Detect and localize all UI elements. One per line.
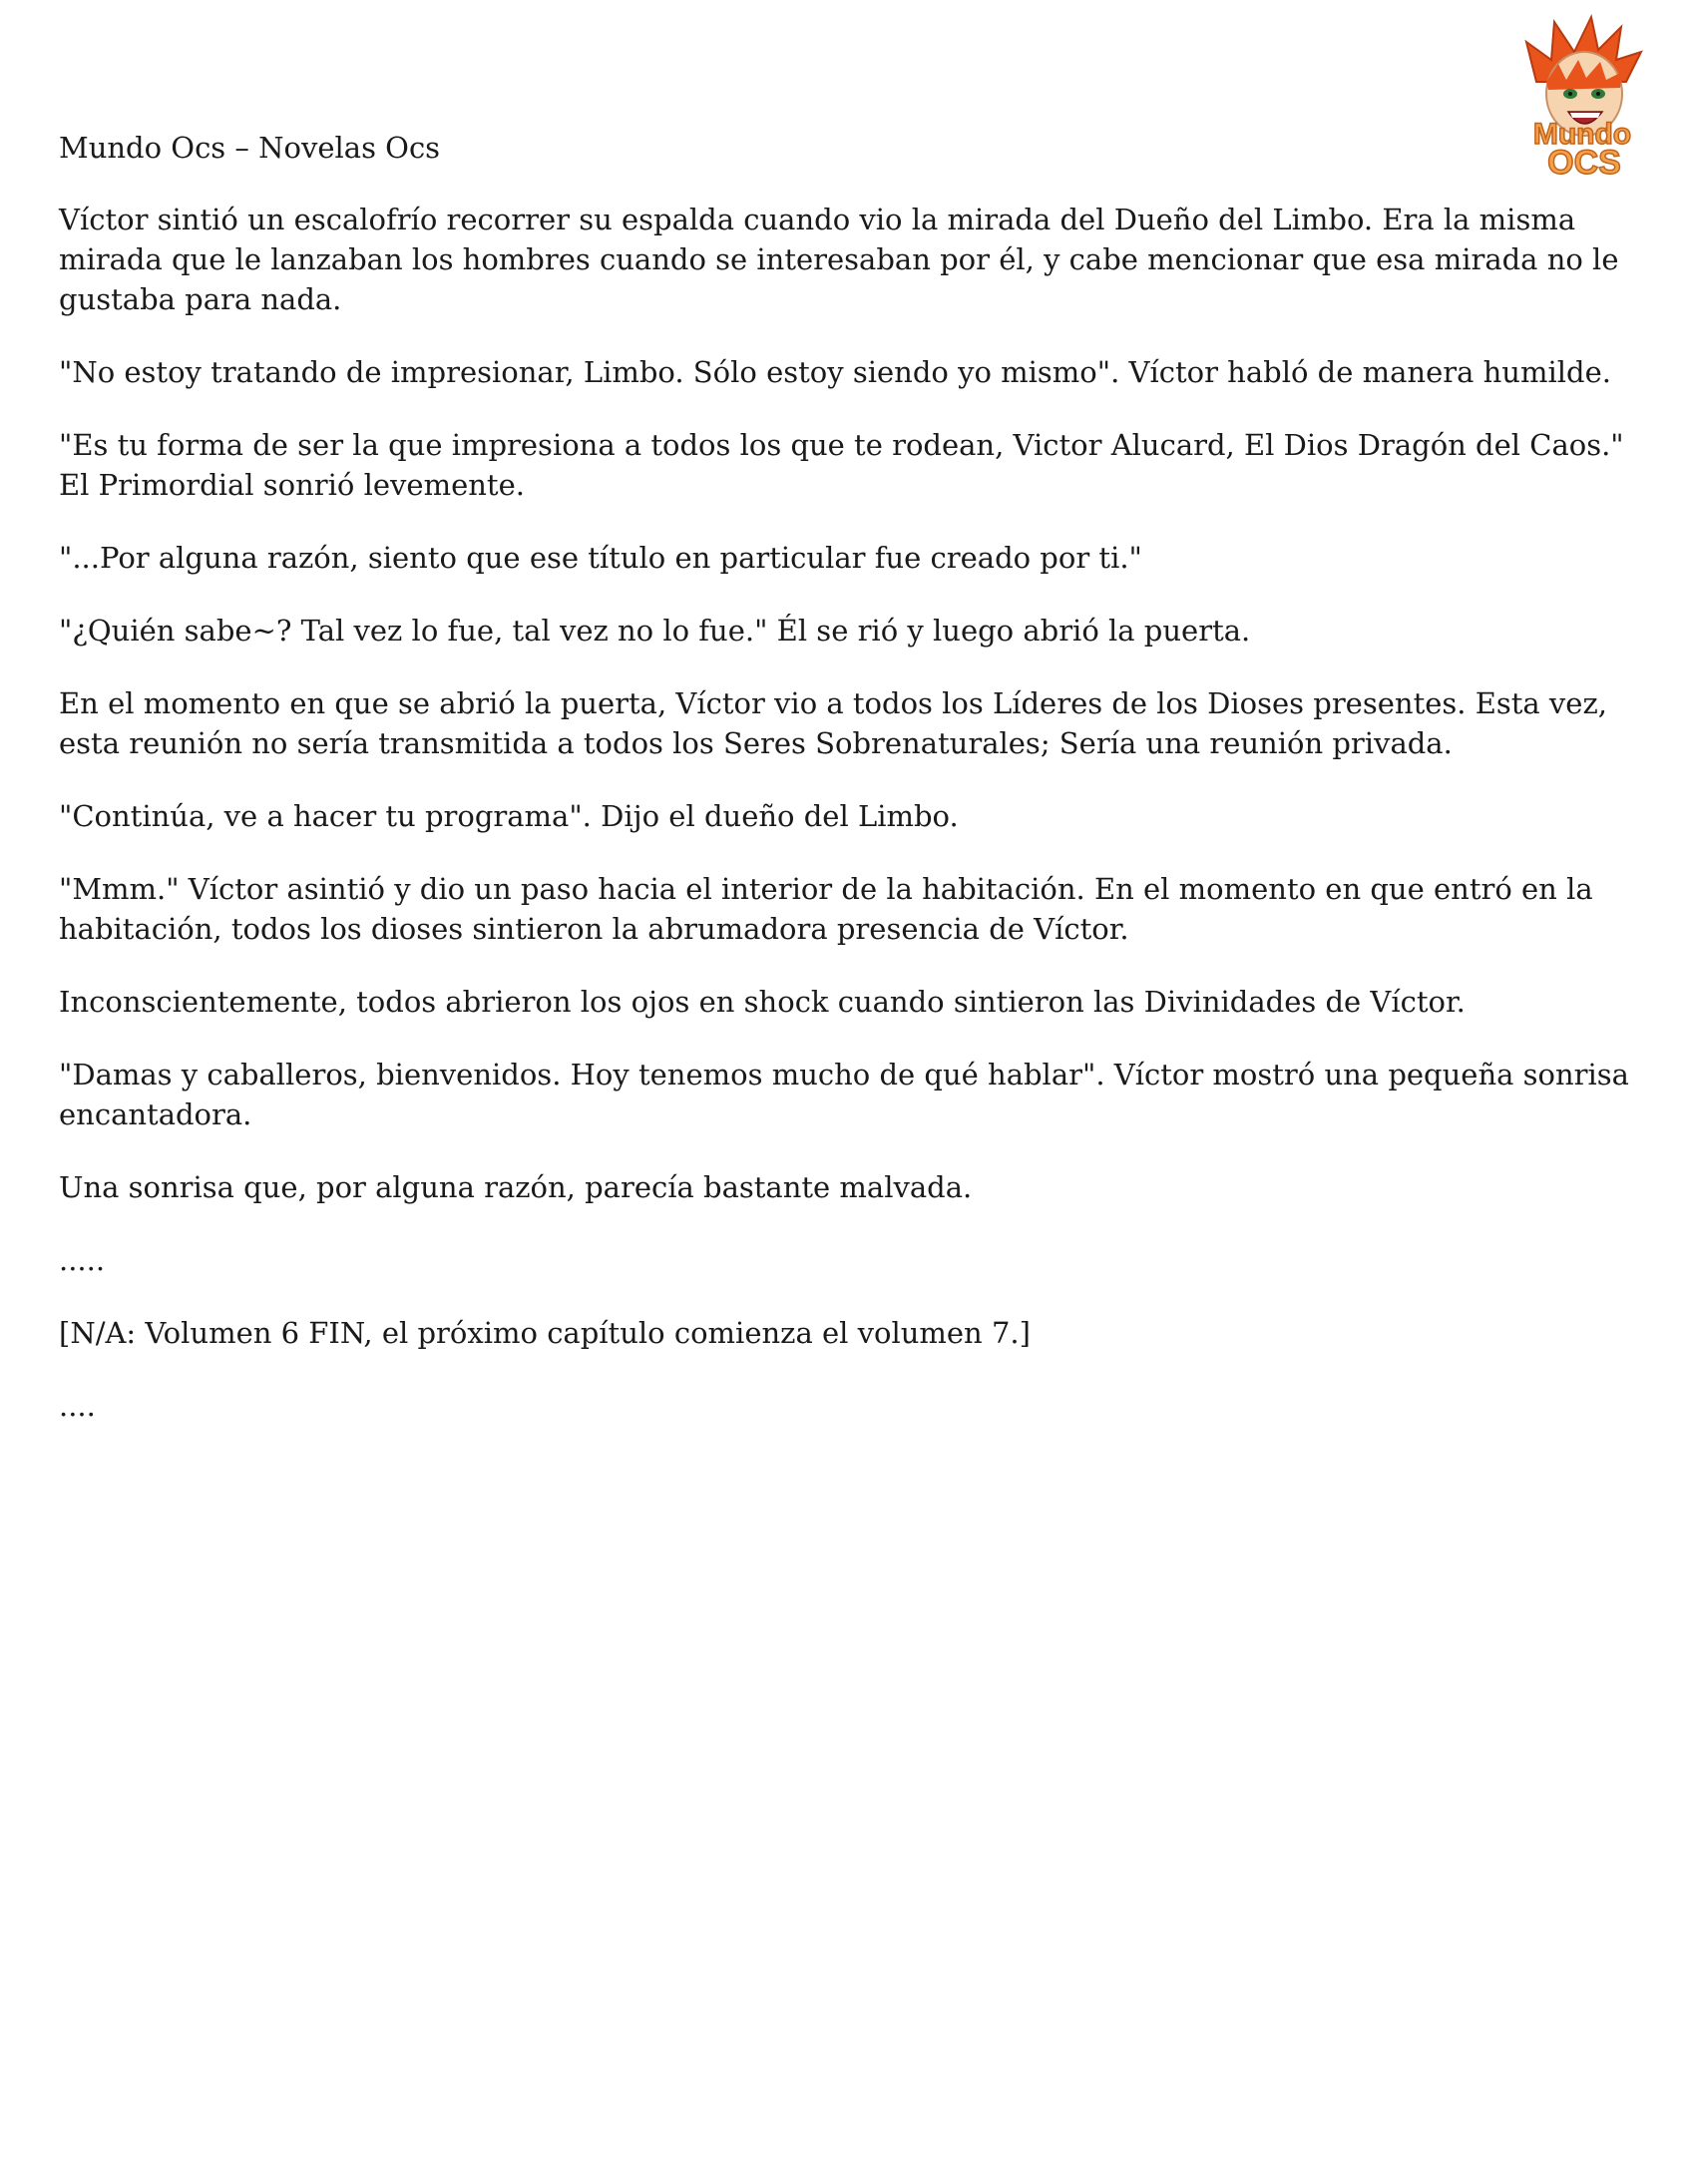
paragraph: "Damas y caballeros, bienvenidos. Hoy tenemos mucho de qué hablar". Víctor mostró una pequeña sonrisa encantadora. xyxy=(59,1058,1629,1131)
paragraph: Una sonrisa que, por alguna razón, parecía bastante malvada. xyxy=(59,1170,973,1204)
paragraph: En el momento en que se abrió la puerta, Víctor vio a todos los Líderes de los Dioses presentes. Esta vez, esta reunión no sería transmitida a todos los Seres Sobrenaturales; Sería una reunión privada. xyxy=(59,686,1607,760)
paragraph: Víctor sintió un escalofrío recorrer su espalda cuando vio la mirada del Dueño del Limbo. Era la misma mirada que le lanzaban los hombres cuando se interesaban por él, y cabe mencionar que esa mirada no le gustaba para nada. xyxy=(59,203,1619,316)
document-body xyxy=(59,128,1635,1459)
author-note: [N/A: Volumen 6 FIN, el próximo capítulo comienza el volumen 7.] xyxy=(59,1316,1031,1350)
logo-text-line2: OCS xyxy=(1547,144,1621,180)
site-header: Mundo Ocs – Novelas Ocs xyxy=(59,131,441,165)
paragraph: "...Por alguna razón, siento que ese título en particular fue creado por ti." xyxy=(59,541,1142,575)
logo-text-line1: Mundo xyxy=(1532,118,1632,151)
paragraph: "Continúa, ve a hacer tu programa". Dijo el dueño del Limbo. xyxy=(59,799,959,833)
ellipsis-separator: ..... xyxy=(59,1243,106,1277)
paragraph: "No estoy tratando de impresionar, Limbo. Sólo estoy siendo yo mismo". Víctor habló de manera humilde. xyxy=(59,355,1611,389)
paragraph: Inconscientemente, todos abrieron los ojos en shock cuando sintieron las Divinidades de Víctor. xyxy=(59,985,1466,1019)
ellipsis-separator: .... xyxy=(59,1389,96,1423)
paragraph: "¿Quién sabe~? Tal vez lo fue, tal vez no lo fue." Él se rió y luego abrió la puerta. xyxy=(59,614,1251,648)
paragraph: "Es tu forma de ser la que impresiona a todos los que te rodean, Victor Alucard, El Dios Dragón del Caos." El Primordial sonrió levemente. xyxy=(59,428,1624,502)
paragraph: "Mmm." Víctor asintió y dio un paso hacia el interior de la habitación. En el momento en que entró en la habitación, todos los dioses sintieron la abrumadora presencia de Víctor. xyxy=(59,872,1593,946)
